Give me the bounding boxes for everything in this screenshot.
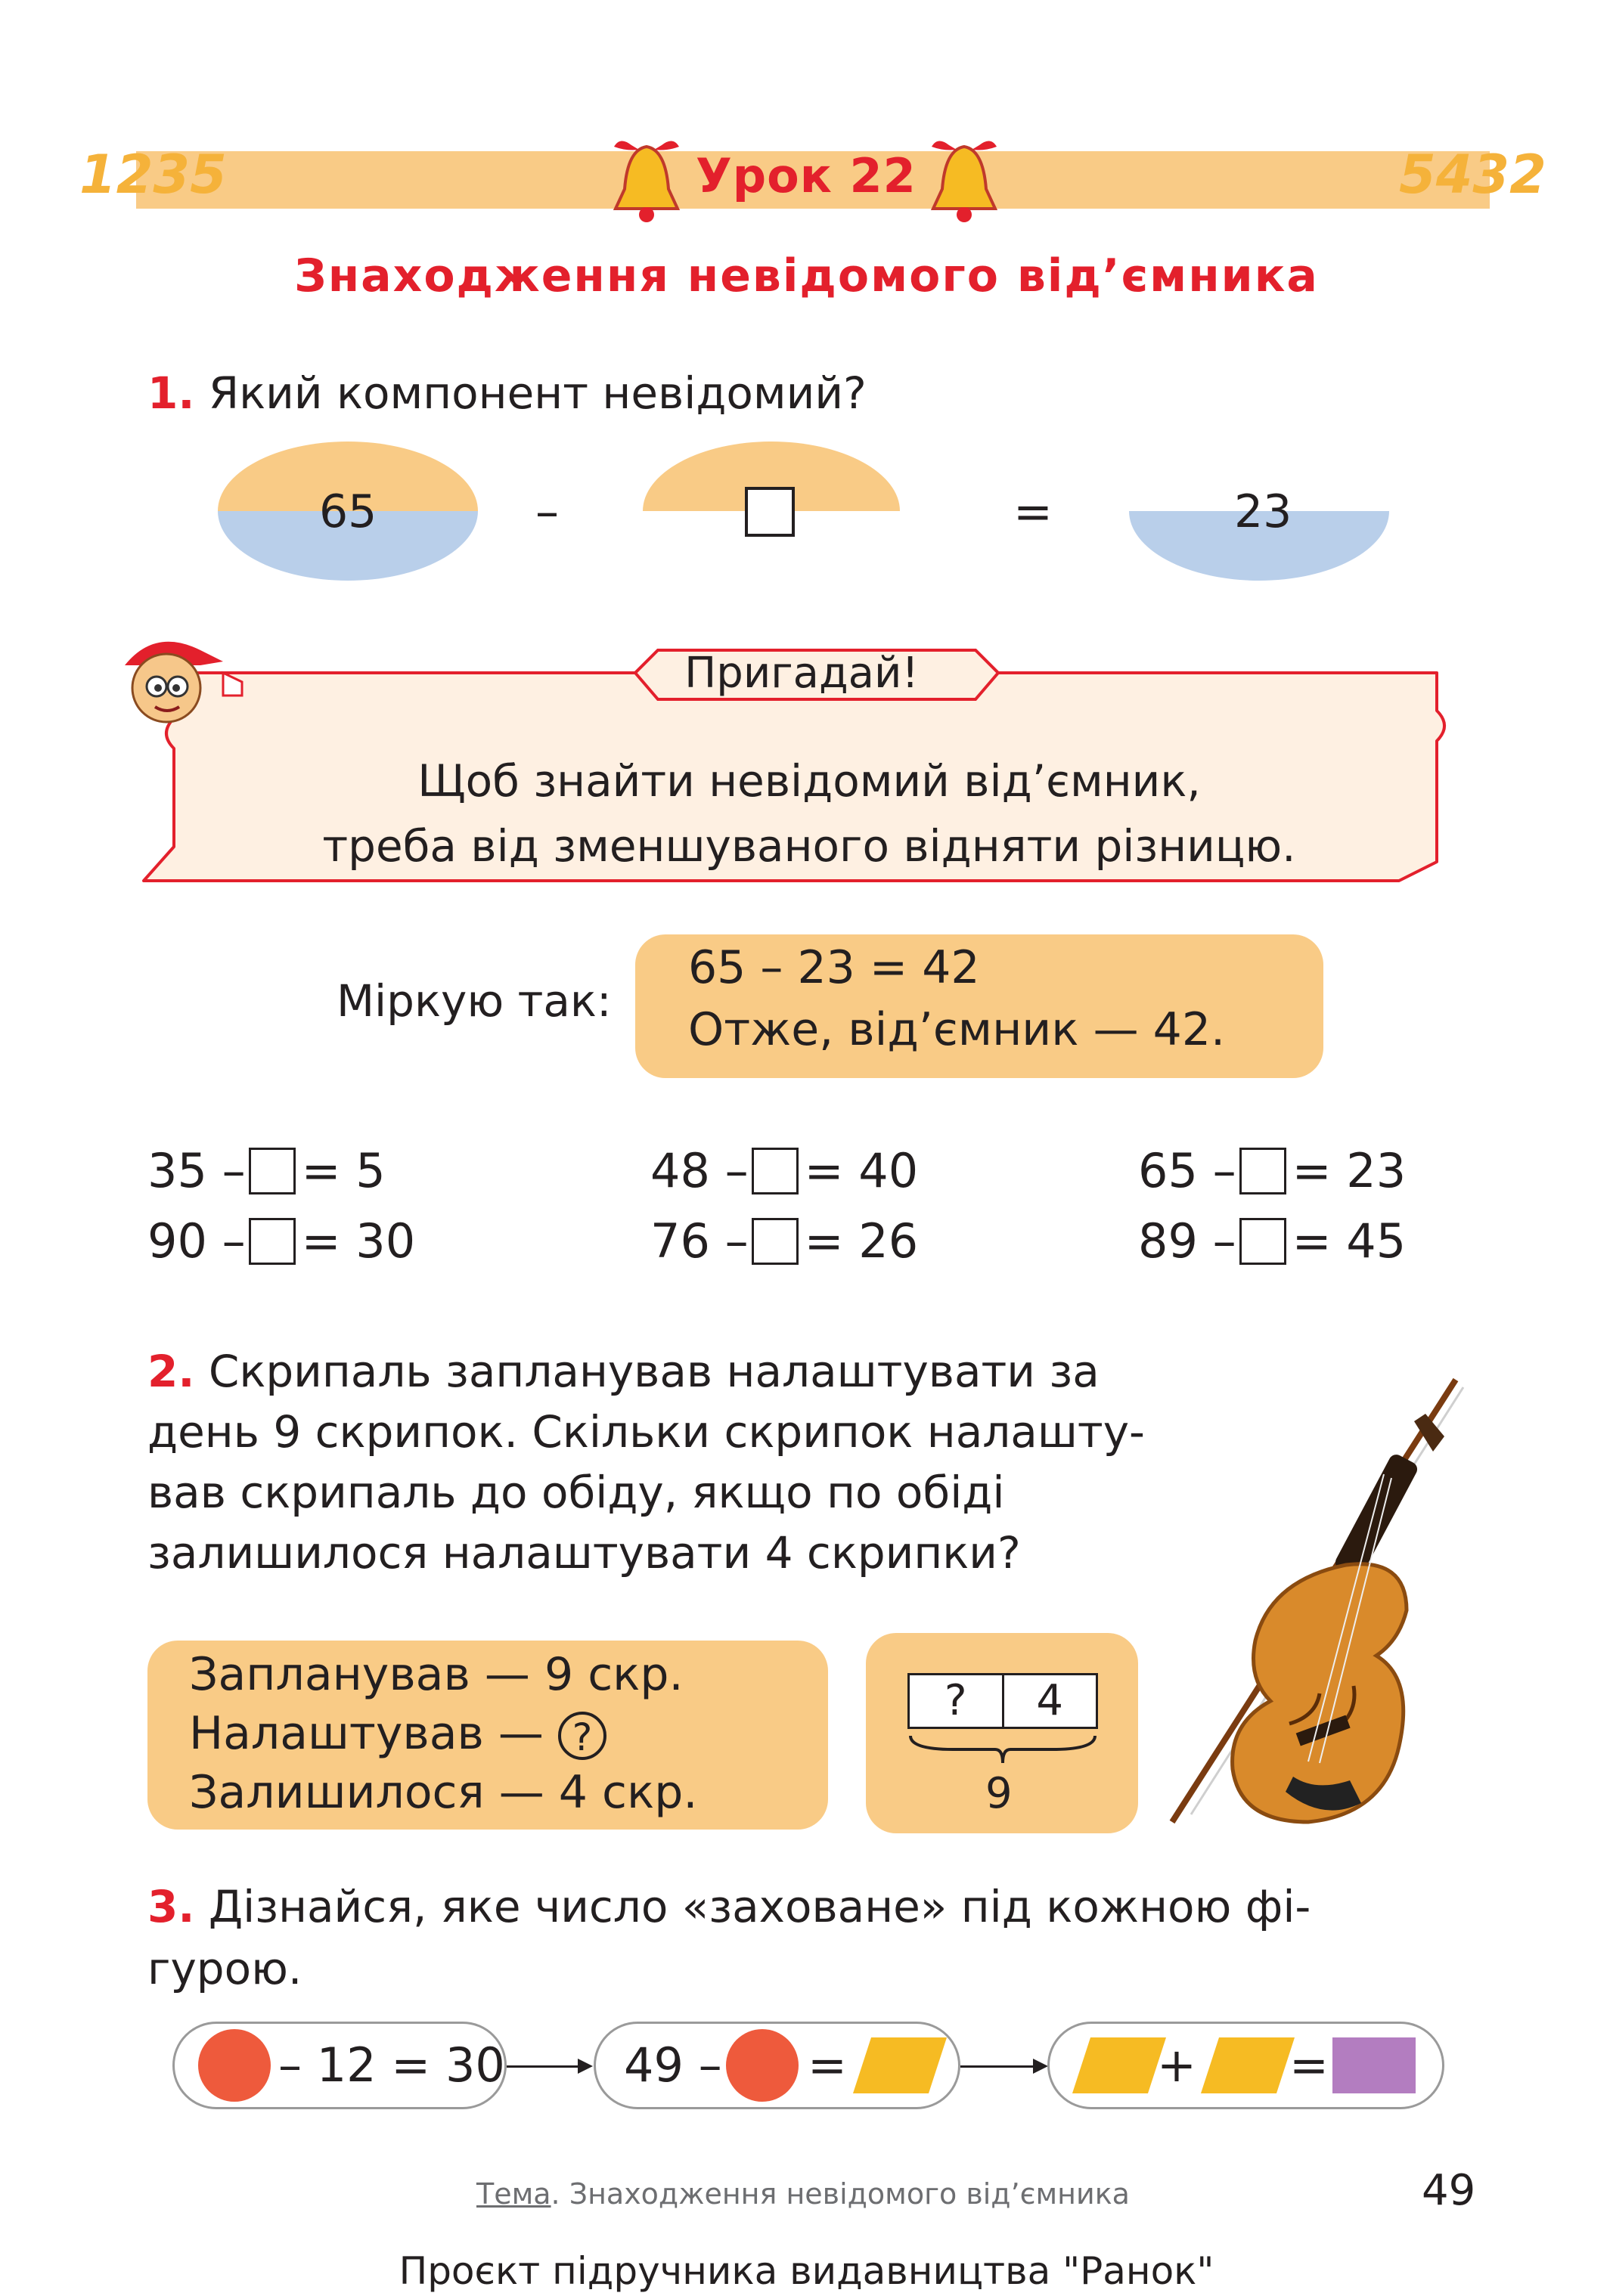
equation-left: 89 –	[1138, 1213, 1236, 1269]
topic-title: Знаходження невідомого від’ємника	[294, 249, 1319, 302]
task2-line-3: вав скрипаль до обіду, якщо по обіді	[147, 1467, 1005, 1518]
segment-diagram	[907, 1673, 1098, 1729]
chain-3-equals: =	[1289, 2037, 1329, 2093]
decorative-numbers-right: 5432	[1399, 144, 1546, 206]
arrow-icon	[960, 2065, 1045, 2068]
task-text: Який компонент невідомий?	[208, 367, 867, 419]
equation-2	[650, 1143, 918, 1198]
difference-value: 23	[1234, 485, 1292, 538]
violin-icon	[1157, 1368, 1505, 1852]
diagram-total: 9	[985, 1769, 1013, 1818]
question-circle: ?	[558, 1712, 606, 1760]
orange-circle-shape	[726, 2029, 799, 2102]
segment-unknown: ?	[944, 1676, 967, 1725]
equals-sign: =	[1013, 484, 1053, 539]
chain-2-equals: =	[808, 2037, 847, 2093]
unknown-square	[745, 487, 795, 537]
task3-line-1	[147, 1881, 1311, 1932]
task-text: Дізнайся, яке число «заховане» під кожною фі-	[208, 1881, 1311, 1932]
task2-line-1	[147, 1346, 1100, 1397]
short-record-line-2	[189, 1707, 606, 1760]
equation-left: 35 –	[147, 1143, 246, 1198]
task3-line-2: гурою.	[147, 1943, 302, 1994]
answer-box[interactable]	[1239, 1148, 1286, 1194]
answer-box[interactable]	[249, 1148, 296, 1194]
rule-text	[174, 748, 1444, 878]
decorative-numbers-left: 1235	[79, 144, 227, 206]
chain-3-plus: +	[1157, 2037, 1196, 2093]
task2-line-4: залишилося налаштувати 4 скрипки?	[147, 1527, 1021, 1579]
task-number: 3.	[147, 1881, 195, 1932]
short-record-line-3: Залишилося — 4 скр.	[189, 1766, 698, 1819]
minuend-value: 65	[319, 485, 377, 538]
equation-left: 90 –	[147, 1213, 246, 1269]
reason-line-1: 65 – 23 = 42	[688, 941, 980, 994]
equation-right: = 45	[1292, 1213, 1407, 1269]
equation-3	[1138, 1143, 1406, 1198]
answer-box[interactable]	[249, 1218, 296, 1265]
answer-box[interactable]	[1239, 1218, 1286, 1265]
task-number: 1.	[147, 367, 195, 419]
short-record-text: Налаштував —	[189, 1707, 544, 1760]
equation-left: 76 –	[650, 1213, 749, 1269]
lesson-title: Урок 22	[696, 148, 917, 203]
equation-5	[650, 1213, 918, 1269]
equation-4	[147, 1213, 415, 1269]
segment-remaining: 4	[1002, 1675, 1097, 1727]
equation-right: = 26	[804, 1213, 919, 1269]
brace-icon	[907, 1733, 1098, 1768]
task-text: Скрипаль запланував налаштувати за	[208, 1346, 1100, 1397]
equation-right: = 40	[804, 1143, 919, 1198]
task-number: 2.	[147, 1346, 195, 1397]
equation-1	[147, 1143, 386, 1198]
equation-right: = 30	[301, 1213, 416, 1269]
bell-icon	[923, 136, 1006, 227]
violet-rectangle-shape	[1332, 2037, 1416, 2093]
footer-topic	[476, 2177, 1130, 2211]
answer-box[interactable]	[752, 1218, 799, 1265]
bell-icon	[605, 136, 688, 227]
chain-2-left: 49 –	[624, 2037, 722, 2093]
reason-label: Міркую так:	[337, 975, 612, 1027]
project-note: Проєкт підручника видавництва "Ранок"	[399, 2249, 1214, 2293]
footer-topic-text: . Знаходження невідомого від’ємника	[551, 2177, 1130, 2211]
chain-1-text: – 12 = 30	[278, 2037, 505, 2093]
answer-box[interactable]	[752, 1148, 799, 1194]
boy-mascot-icon	[110, 627, 253, 726]
footer-topic-label: Тема	[476, 2177, 551, 2211]
reason-line-2: Отже, від’ємник — 42.	[688, 1003, 1226, 1056]
equation-right: = 23	[1292, 1143, 1407, 1198]
task2-line-2: день 9 скрипок. Скільки скрипок налашту-	[147, 1406, 1145, 1458]
equation-right: = 5	[301, 1143, 386, 1198]
orange-circle-shape	[198, 2029, 271, 2102]
page-number: 49	[1422, 2166, 1476, 2215]
short-record-line-1: Запланував — 9 скр.	[189, 1648, 684, 1701]
equation-left: 48 –	[650, 1143, 749, 1198]
remember-label: Пригадай!	[684, 649, 919, 698]
equation-left: 65 –	[1138, 1143, 1236, 1198]
minus-sign: –	[535, 484, 559, 539]
rule-line-1: Щоб знайти невідомий від’ємник,	[417, 755, 1201, 807]
task1-heading	[147, 363, 867, 423]
rule-line-2: треба від зменшуваного відняти різницю.	[322, 820, 1296, 872]
equation-6	[1138, 1213, 1406, 1269]
arrow-icon	[507, 2065, 590, 2068]
